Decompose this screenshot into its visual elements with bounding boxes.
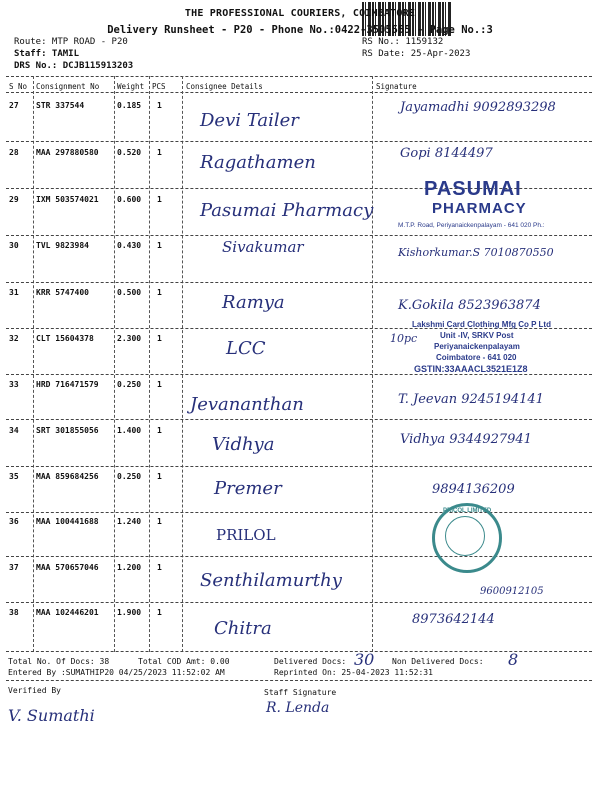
footer-rule [6,680,592,681]
row-rule [6,141,592,142]
row-weight: 0.520 [117,148,142,157]
row-pcs: 1 [157,608,162,617]
col-header-consignment: Consignment No [36,82,100,91]
verified-by-signature: V. Sumathi [8,706,95,725]
row-consignee: Devi Tailer [200,110,299,131]
row-pcs: 1 [157,380,162,389]
non-delivered-docs-value: 8 [508,650,519,669]
row-consignment-no: TVL 9823984 [36,241,89,250]
row-pcs: 1 [157,195,162,204]
reprinted-on: Reprinted On: 25-04-2023 11:52:31 [274,668,433,677]
staff-signature-label: Staff Signature [264,688,337,697]
seal-text: PRICOL LIMITED [443,508,492,514]
row-weight: 0.185 [117,101,142,110]
row-signature: Kishorkumar.S 7010870550 [398,246,554,259]
row-sno: 37 [9,563,19,572]
row-consignment-no: STR 337544 [36,101,85,110]
row-weight: 0.600 [117,195,142,204]
row-sno: 32 [9,334,19,343]
row-consignment-no: HRD 716471579 [36,380,99,389]
row-consignee: Chitra [214,618,272,639]
row-consignment-no: MAA 297880580 [36,148,99,157]
non-delivered-docs-label: Non Delivered Docs: [392,657,484,666]
col-divider [182,76,183,652]
row-signature: 9600912105 [480,586,544,597]
row-consignee: Jevananthan [190,394,304,415]
row-consignment-no: MAA 570657046 [36,563,99,572]
row-consignee: PRILOL [216,526,276,544]
col-divider [372,76,373,652]
row-rule [6,556,592,557]
col-divider [149,76,150,652]
row-consignee: Pasumai Pharmacy [200,200,374,221]
row-signature: 9894136209 [432,482,515,497]
row-sno: 33 [9,380,19,389]
row-sno: 29 [9,195,19,204]
col-header-sno: S No [9,82,28,91]
row-signature: Jayamadhi 9092893298 [400,100,556,115]
row-sno: 27 [9,101,19,110]
row-weight: 1.240 [117,517,142,526]
row-weight: 0.500 [117,288,142,297]
row-rule [6,419,592,420]
stamp-lakshmi-gstin: GSTIN:33AAACL3521E1Z8 [414,364,528,374]
table-top-rule [6,76,592,77]
row-pcs: 1 [157,563,162,572]
row-signature: 10pc [390,332,418,345]
table-header-rule [6,92,592,93]
row-weight: 1.900 [117,608,142,617]
drs-number: DRS No.: DCJB115913203 [14,61,134,71]
row-rule [6,282,592,283]
total-docs: Total No. Of Docs: 38 [8,657,110,666]
runsheet-subtitle: Delivery Runsheet - P20 - Phone No.:0422-3505555 - Page No.:3 [107,24,493,36]
row-consignee: Premer [214,478,282,499]
entered-by: Entered By :SUMATHIP20 04/25/2023 11:52:02 AM [8,668,225,677]
verified-by-label: Verified By [8,686,61,695]
row-weight: 1.400 [117,426,142,435]
delivered-docs-value: 30 [354,650,375,669]
row-sno: 34 [9,426,19,435]
seal-inner-ring [445,516,485,556]
row-weight: 0.250 [117,380,142,389]
row-pcs: 1 [157,148,162,157]
row-pcs: 1 [157,288,162,297]
row-pcs: 1 [157,241,162,250]
row-signature: K.Gokila 8523963874 [398,298,541,313]
row-consignee: Vidhya [212,434,275,455]
stamp-lakshmi-line4: Coimbatore - 641 020 [436,353,517,362]
col-header-signature: Signature [376,82,417,91]
row-consignee: Ragathamen [200,152,316,173]
row-sno: 28 [9,148,19,157]
row-rule [6,466,592,467]
row-consignment-no: MAA 859684256 [36,472,99,481]
company-title: THE PROFESSIONAL COURIERS, COIMBATORE [184,8,416,19]
route-label: Route: MTP ROAD - P20 [14,37,128,47]
row-pcs: 1 [157,426,162,435]
row-weight: 0.250 [117,472,142,481]
row-signature: Gopi 8144497 [400,146,493,161]
row-consignment-no: IXM 503574021 [36,195,99,204]
stamp-lakshmi-line1: Lakshmi Card Clothing Mfg Co P Ltd [412,320,551,329]
table-bottom-rule [6,651,592,652]
row-sno: 35 [9,472,19,481]
row-consignee: Senthilamurthy [200,570,342,591]
col-divider [114,76,115,652]
row-consignment-no: KRR 5747400 [36,288,89,297]
staff-signature: R. Lenda [266,700,330,716]
row-weight: 2.300 [117,334,142,343]
row-consignee: Ramya [222,292,285,313]
col-header-weight: Weight [117,82,145,91]
row-sno: 36 [9,517,19,526]
col-header-pcs: PCS [152,82,166,91]
row-consignee: LCC [226,338,266,359]
staff-label: Staff: TAMIL [14,49,80,59]
row-consignment-no: MAA 100441688 [36,517,99,526]
row-pcs: 1 [157,101,162,110]
row-pcs: 1 [157,472,162,481]
row-signature: 8973642144 [412,612,495,627]
row-consignment-no: CLT 15604378 [36,334,94,343]
row-weight: 1.200 [117,563,142,572]
row-signature: Vidhya 9344927941 [400,432,532,447]
col-header-consignee: Consignee Details [186,82,263,91]
row-pcs: 1 [157,334,162,343]
stamp-lakshmi-line2: Unit -IV, SRKV Post [440,331,514,340]
row-rule [6,235,592,236]
rs-date: RS Date: 25-Apr-2023 [362,49,471,59]
row-rule [6,602,592,603]
row-consignment-no: SRT 301855056 [36,426,99,435]
row-sno: 31 [9,288,19,297]
row-consignment-no: MAA 102446201 [36,608,99,617]
rs-number: RS No.: 1159132 [362,37,444,47]
row-consignee: Sivakumar [222,238,304,256]
total-cod: Total COD Amt: 0.00 [138,657,230,666]
row-pcs: 1 [157,517,162,526]
row-rule [6,512,592,513]
stamp-pasumai-sub: PHARMACY [432,200,527,217]
pricol-seal [432,503,502,573]
stamp-lakshmi-line3: Periyanaickenpalayam [434,342,520,351]
row-weight: 0.430 [117,241,142,250]
col-divider [33,76,34,652]
stamp-pasumai-name: PASUMAI [424,178,522,200]
row-sno: 30 [9,241,19,250]
stamp-pasumai-address: M.T.P. Road, Periyanaickenpalayam - 641 020 Ph.: [398,222,545,229]
row-signature: T. Jeevan 9245194141 [398,392,544,407]
row-sno: 38 [9,608,19,617]
delivered-docs-label: Delivered Docs: [274,657,347,666]
row-rule [6,374,592,375]
